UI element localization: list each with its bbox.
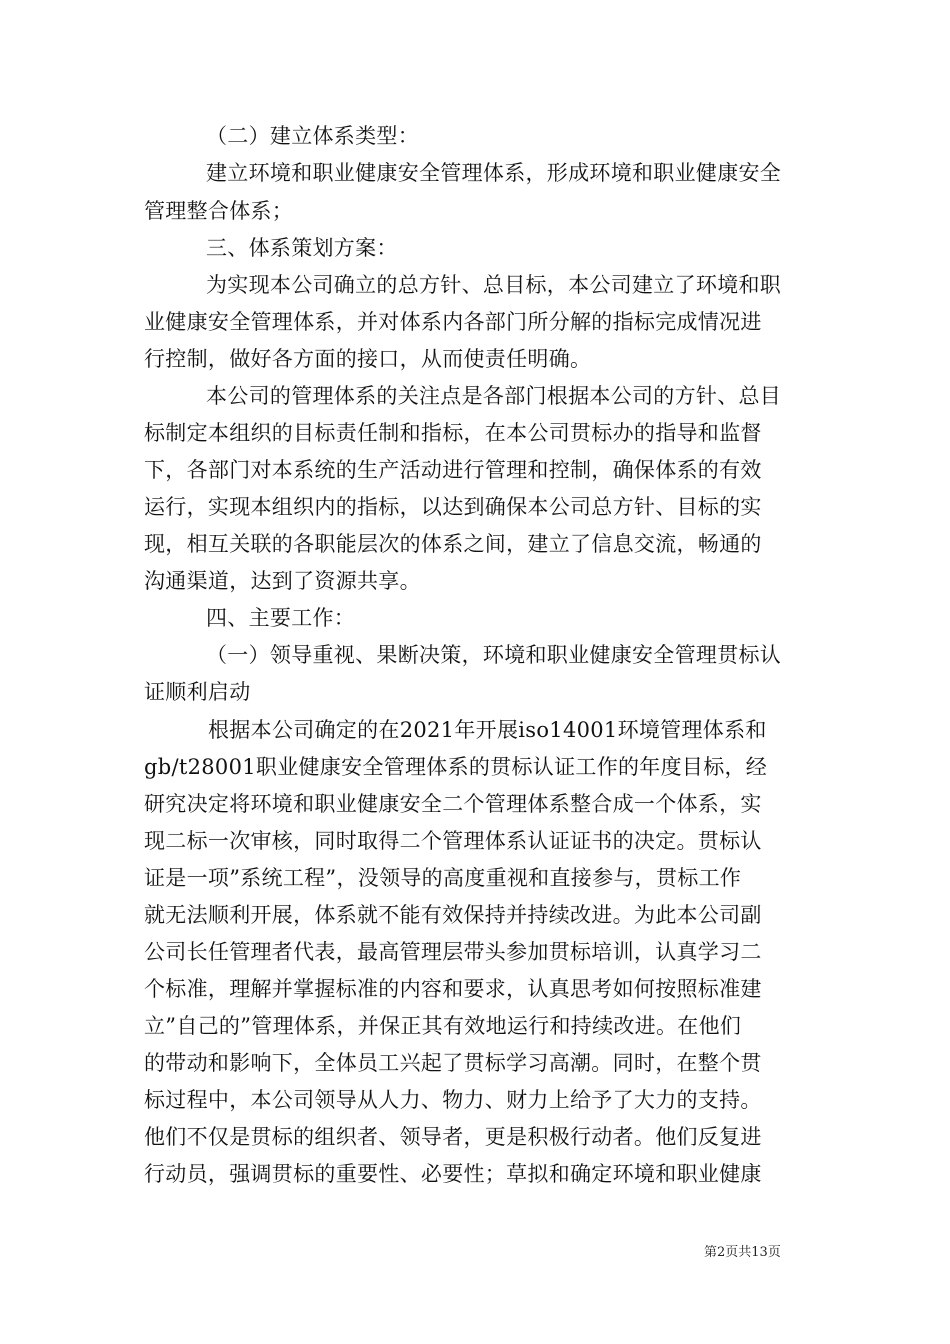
- paragraph-line: 证是一项”系统工程”，没领导的高度重视和直接参与，贯标工作: [144, 866, 742, 890]
- paragraph-line: 标过程中，本公司领导从人力、物力、财力上给予了大力的支持。: [144, 1088, 762, 1112]
- paragraph-line: 个标准，理解并掌握标准的内容和要求，认真思考如何按照标准建: [144, 977, 762, 1001]
- page-number: 第2页共13页: [704, 1245, 781, 1260]
- paragraph-line: 下，各部门对本系统的生产活动进行管理和控制，确保体系的有效: [144, 458, 762, 482]
- section-heading-4: 四、主要工作：: [206, 606, 356, 630]
- paragraph-line: 沟通渠道，达到了资源共享。: [144, 569, 421, 593]
- section-heading-2-2: （二）建立体系类型：: [206, 124, 419, 148]
- section-heading-3: 三、体系策划方案：: [206, 236, 398, 260]
- paragraph-line: 就无法顺利开展，体系就不能有效保持并持续改进。为此本公司副: [144, 903, 762, 927]
- paragraph-line: 业健康安全管理体系，并对体系内各部门所分解的指标完成情况进: [144, 310, 762, 334]
- paragraph-line: 本公司的管理体系的关注点是各部门根据本公司的方针、总目: [206, 384, 782, 408]
- paragraph-line: 管理整合体系；: [144, 199, 294, 223]
- subsection-heading-4-1: （一）领导重视、果断决策，环境和职业健康安全管理贯标认: [206, 643, 782, 667]
- paragraph-line: 立”自己的”管理体系，并保正其有效地运行和持续改进。在他们: [144, 1014, 742, 1038]
- paragraph-line: 运行，实现本组织内的指标，以达到确保本公司总方针、目标的实: [144, 495, 762, 519]
- paragraph-line: 现，相互关联的各职能层次的体系之间，建立了信息交流，畅通的: [144, 532, 762, 556]
- paragraph-line: 他们不仅是贯标的组织者、领导者，更是积极行动者。他们反复进: [144, 1125, 762, 1149]
- paragraph-line: 公司长任管理者代表，最高管理层带头参加贯标培训，认真学习二: [144, 940, 762, 964]
- paragraph-line: 行动员，强调贯标的重要性、必要性；草拟和确定环境和职业健康: [144, 1162, 762, 1186]
- paragraph-line: 行控制，做好各方面的接口，从而使责任明确。: [144, 347, 592, 371]
- subsection-heading-4-1-cont: 证顺利启动: [144, 680, 251, 704]
- paragraph-line: 为实现本公司确立的总方针、总目标，本公司建立了环境和职: [206, 273, 782, 297]
- paragraph-line: 研究决定将环境和职业健康安全二个管理体系整合成一个体系，实: [144, 792, 762, 816]
- paragraph-line: 标制定本组织的目标责任制和指标，在本公司贯标办的指导和监督: [144, 421, 762, 445]
- paragraph-line: 的带动和影响下，全体员工兴起了贯标学习高潮。同时，在整个贯: [144, 1051, 762, 1075]
- paragraph-line: 根据本公司确定的在2021年开展iso14001环境管理体系和: [208, 718, 767, 742]
- paragraph-line: gb/t28001职业健康安全管理体系的贯标认证工作的年度目标，经: [144, 755, 768, 779]
- paragraph-line: 建立环境和职业健康安全管理体系，形成环境和职业健康安全: [206, 161, 782, 185]
- paragraph-line: 现二标一次审核，同时取得二个管理体系认证证书的决定。贯标认: [144, 829, 762, 853]
